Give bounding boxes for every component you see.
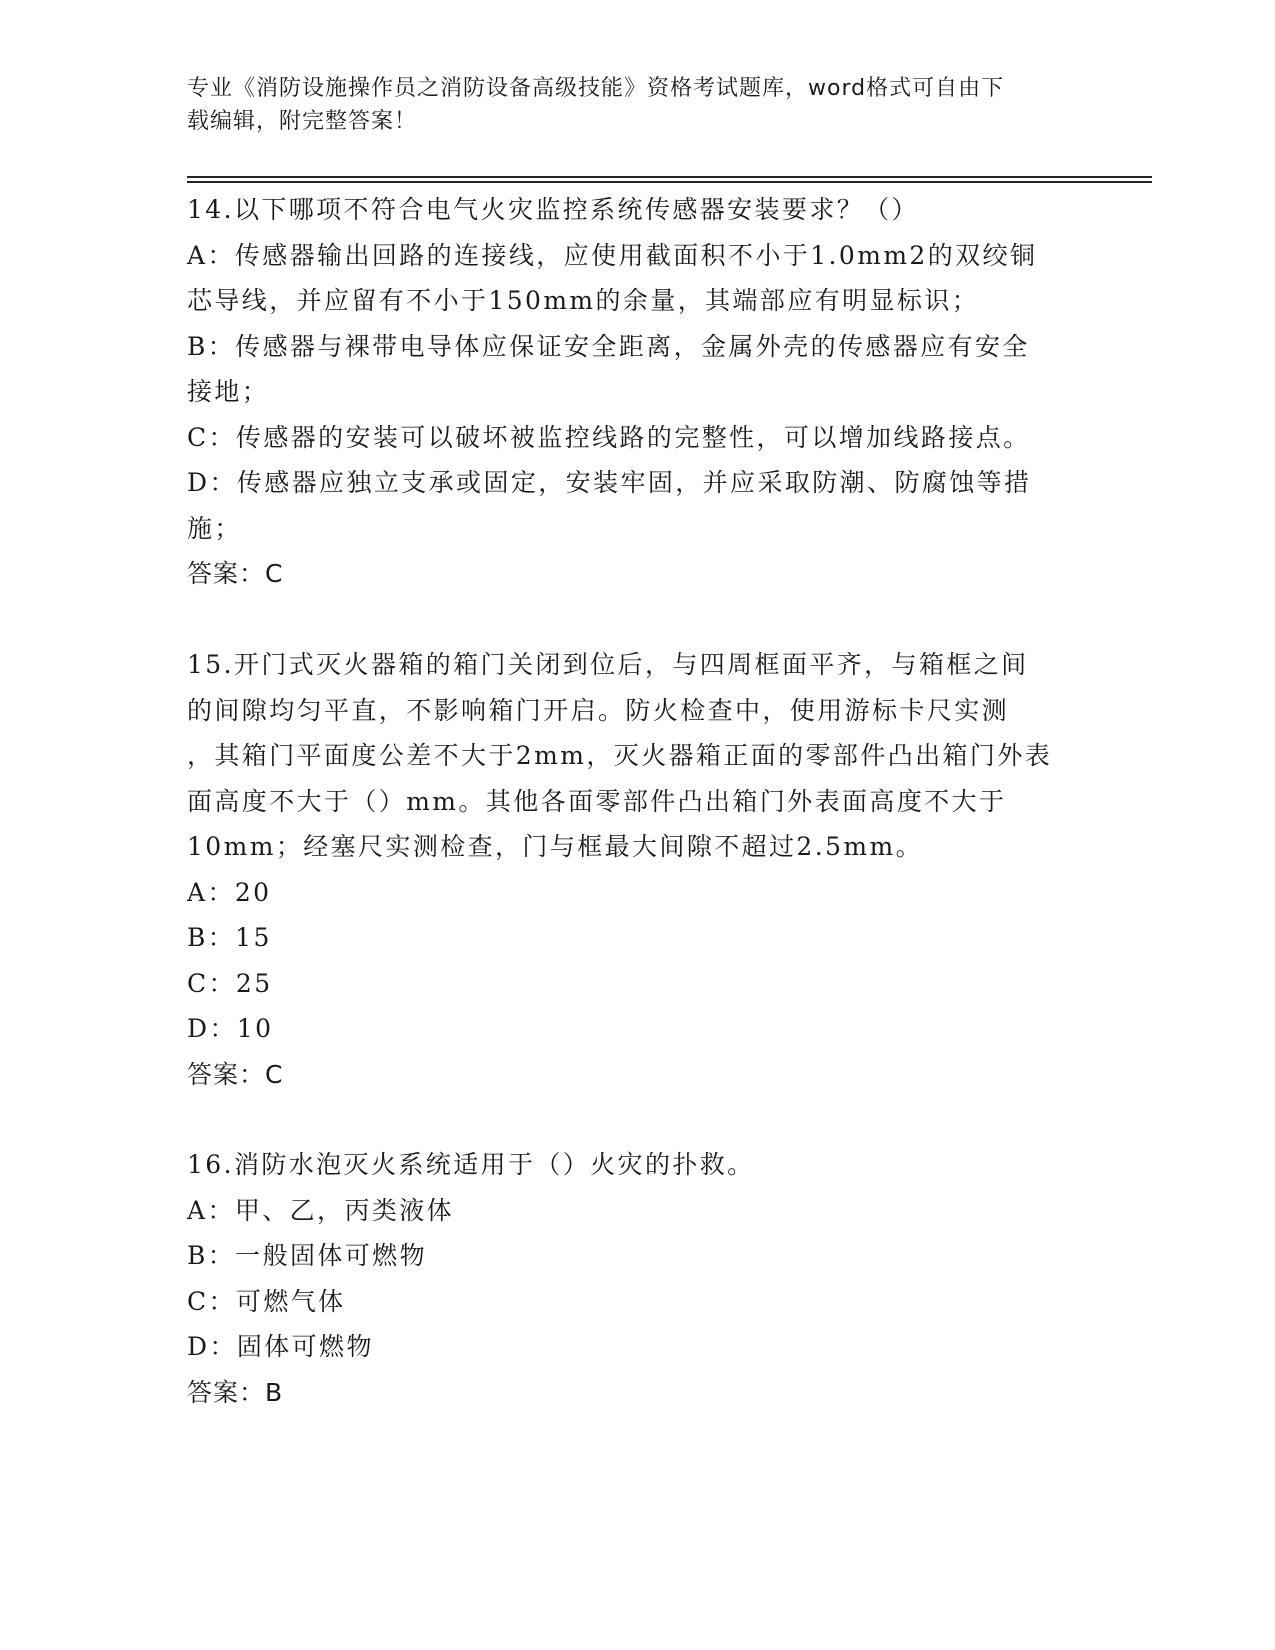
question-stem-line-2: 的间隙均匀平直，不影响箱门开启。防火检查中，使用游标卡尺实测 — [187, 695, 1010, 725]
question-15 — [187, 642, 1067, 1097]
option-b: B：传感器与裸带电导体应保证安全距离，金属外壳的传感器应有安全 — [187, 331, 1030, 361]
question-14 — [187, 187, 1067, 597]
header-line-2: 载编辑，附完整答案！ — [187, 109, 418, 134]
question-stem: 16.消防水泡灭火系统适用于（）火灾的扑救。 — [187, 1150, 755, 1179]
option-a-continued: 芯导线，并应留有不小于150mm的余量，其端部应有明显标识； — [187, 286, 980, 315]
option-d: D：10 — [187, 1014, 274, 1043]
header-rule-top — [187, 176, 1152, 178]
question-stem: 14.以下哪项不符合电气火灾监控系统传感器安装要求？（） — [187, 195, 919, 224]
question-stem-line-4: 面高度不大于（）mm。其他各面零部件凸出箱门外表面高度不大于 — [187, 786, 1007, 816]
question-stem-line-1: 15.开门式灭火器箱的箱门关闭到位后，与四周框面平齐，与箱框之间 — [187, 650, 1029, 679]
header-rule-bottom — [187, 181, 1152, 183]
option-a: A：20 — [187, 877, 272, 907]
question-stem-line-5: 10mm；经塞尺实测检查，门与框最大间隙不超过2.5mm。 — [187, 832, 923, 861]
option-c: C：25 — [187, 968, 273, 998]
document-header — [187, 72, 1067, 138]
option-b: B：一般固体可燃物 — [187, 1241, 427, 1270]
answer-label: 答案：B — [187, 1377, 284, 1407]
option-b: B：15 — [187, 923, 272, 952]
header-line-1: 专业《消防设施操作员之消防设备高级技能》资格考试题库，word格式可自由下 — [187, 76, 1005, 101]
answer-label: 答案：C — [187, 1059, 284, 1089]
question-16 — [187, 1142, 1067, 1415]
option-d: D：传感器应独立支承或固定，安装牢固，并应采取防潮、防腐蚀等措 — [187, 468, 1032, 497]
answer-label: 答案：C — [187, 559, 284, 588]
option-d: D：固体可燃物 — [187, 1332, 374, 1361]
option-c: C：传感器的安装可以破坏被监控线路的完整性，可以增加线路接点。 — [187, 422, 1031, 452]
option-d-continued: 施； — [187, 513, 242, 543]
option-a: A：甲、乙，丙类液体 — [187, 1195, 455, 1225]
question-stem-line-3: ，其箱门平面度公差不大于2mm，灭火器箱正面的零部件凸出箱门外表 — [187, 741, 1053, 770]
option-c: C：可燃气体 — [187, 1286, 346, 1316]
option-b-continued: 接地； — [187, 377, 270, 406]
option-a: A：传感器输出回路的连接线，应使用截面积不小于1.0mm2的双绞铜 — [187, 240, 1038, 270]
